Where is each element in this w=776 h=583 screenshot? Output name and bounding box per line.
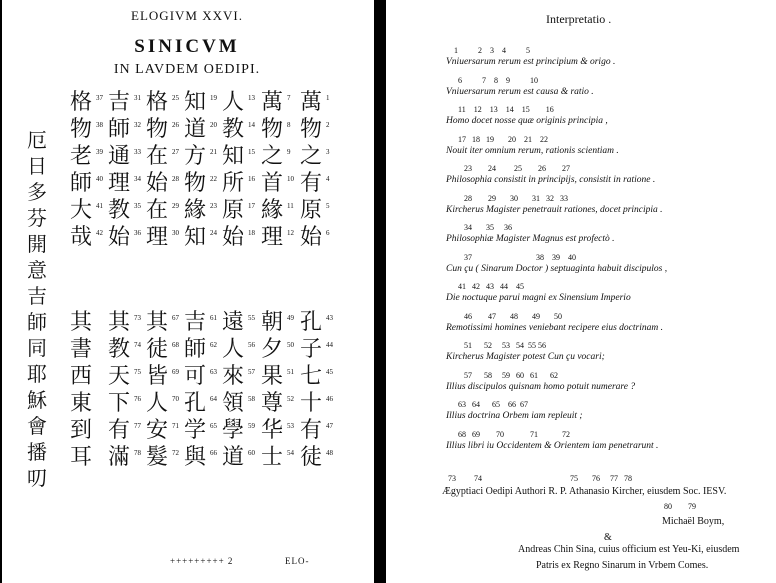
chinese-character: 吉: [27, 284, 47, 308]
verse-number: 6: [326, 229, 330, 237]
lower-column: [218, 312, 248, 474]
verse-number: 30: [172, 229, 179, 237]
latin-line: Illius discipulos quisnam homo potuit numerare ?: [446, 381, 636, 392]
chinese-character: 孔: [183, 391, 206, 416]
chinese-character: 其: [107, 310, 130, 335]
chinese-character: 原: [221, 198, 244, 223]
chinese-character: 在: [145, 144, 168, 169]
chinese-character: 叨: [27, 466, 47, 490]
verse-number: 23: [210, 202, 217, 210]
ampersand: &: [604, 532, 612, 543]
chinese-character: 知: [183, 90, 206, 115]
verse-number: 17: [248, 202, 255, 210]
verse-number: 15: [248, 148, 255, 156]
margin-column: [22, 130, 52, 494]
verse-number: 4: [326, 175, 330, 183]
word-numbers: 51 52 53 54 55 56: [454, 341, 546, 350]
chinese-character: 之: [299, 144, 322, 169]
chinese-character: 師: [69, 171, 92, 196]
catchword: ELO-: [285, 556, 310, 566]
chinese-character: 其: [69, 310, 92, 335]
chinese-character: 原: [299, 198, 322, 223]
verse-number: 14: [248, 121, 255, 129]
verse-number: 38: [96, 121, 103, 129]
latin-line: Illius doctrina Orbem iam repleuit ;: [446, 411, 583, 421]
chinese-character: 物: [299, 117, 322, 142]
chinese-character: 西: [69, 364, 92, 389]
chinese-character: 緣: [183, 198, 206, 223]
verse-number: 33: [134, 148, 141, 156]
latin-line: Vniuersarum rerum est principium & origo .: [446, 57, 616, 67]
chinese-character: 東: [69, 391, 92, 416]
upper-column: [180, 92, 210, 254]
chinese-character: 十: [299, 391, 322, 416]
chinese-character: 物: [69, 117, 92, 142]
verse-number: 13: [248, 94, 255, 102]
chinese-character: 道: [183, 117, 206, 142]
word-numbers: 1 2 3 4 5: [454, 46, 530, 55]
latin-line: Kircherus Magister potest Cun çu vocari;: [446, 352, 605, 362]
verse-number: 35: [134, 202, 141, 210]
verse-number: 37: [96, 94, 103, 102]
word-numbers: 41 42 43 44 45: [454, 282, 524, 291]
chinese-character: 物: [260, 117, 283, 142]
latin-line: Cun çu ( Sinarum Doctor ) septuaginta habuit discipulos ,: [446, 263, 668, 274]
chinese-character: 老: [69, 144, 92, 169]
verse-number: 29: [172, 202, 179, 210]
word-numbers: 17 18 19 20 21 22: [454, 134, 548, 144]
verse-number: 27: [172, 148, 179, 156]
chinese-character: 師: [183, 337, 206, 362]
chinese-character: 理: [260, 225, 283, 250]
verse-number: 76: [134, 395, 141, 403]
verse-number: 5: [326, 202, 330, 210]
verse-number: 71: [172, 422, 179, 430]
chinese-character: 夕: [260, 337, 283, 362]
chinese-character: 物: [183, 171, 206, 196]
chinese-character: 師: [107, 117, 130, 142]
chinese-character: 知: [183, 225, 206, 250]
verse-number: 12: [287, 229, 294, 237]
verse-number: 72: [172, 449, 179, 457]
chinese-character: 人: [221, 337, 244, 362]
chinese-character: 書: [69, 337, 92, 362]
verse-number: 68: [172, 341, 179, 349]
verse-number: 42: [96, 229, 103, 237]
verse-number: 8: [287, 121, 291, 129]
chinese-character: 穌: [27, 388, 47, 412]
verse-number: 40: [96, 175, 103, 183]
chinese-character: 吉: [107, 90, 130, 115]
chinese-character: 人: [221, 90, 244, 115]
andreas-line: Andreas Chin Sina, cuius officium est Yeu-Ki, eiusdem: [518, 544, 740, 555]
latin-line: Die noctuque parui magni ex Sinensium Imperio: [446, 293, 631, 303]
verse-number: 21: [210, 148, 217, 156]
chinese-character: 多: [27, 180, 47, 204]
verse-number: 44: [326, 341, 333, 349]
word-numbers: 23 24 25 26 27: [454, 164, 570, 173]
verse-number: 62: [210, 341, 217, 349]
chinese-character: 滿: [107, 445, 130, 470]
dedication-heading: IN LAVDEM OEDIPI.: [113, 62, 261, 77]
elogium-heading: ELOGIVM XXVI.: [131, 8, 243, 23]
latin-line: Nouit iter omnium rerum, rationis scientiam .: [446, 145, 619, 156]
latin-line: Homo docet nosse quæ originis principia ,: [446, 116, 608, 126]
verse-number: 50: [287, 341, 294, 349]
chinese-character: 萬: [299, 90, 322, 115]
left-page: [0, 0, 374, 583]
interpretatio-heading: Interpretatio .: [546, 12, 612, 26]
chinese-character: 朝: [260, 310, 283, 335]
chinese-character: 格: [69, 90, 92, 115]
word-numbers: 63 64 65 66 67: [454, 400, 528, 409]
verse-number: 7: [287, 94, 291, 102]
word-numbers: 46 47 48 49 50: [454, 311, 562, 321]
chinese-character: 來: [221, 364, 244, 389]
chinese-character: 皆: [145, 364, 168, 389]
verse-number: 46: [326, 395, 333, 403]
verse-number: 49: [287, 314, 294, 322]
verse-number: 22: [210, 175, 217, 183]
lower-column: [257, 312, 287, 474]
chinese-character: 天: [107, 364, 130, 389]
verse-number: 3: [326, 148, 330, 156]
left-edge: [0, 0, 2, 583]
verse-number: 54: [287, 449, 294, 457]
verse-number: 53: [287, 422, 294, 430]
verse-number: 31: [134, 94, 141, 102]
verse-number: 18: [248, 229, 255, 237]
verse-number: 69: [172, 368, 179, 376]
verse-number: 41: [96, 202, 103, 210]
word-numbers: 37 38 39 40: [454, 252, 576, 262]
chinese-character: 在: [145, 198, 168, 223]
chinese-character: 之: [260, 144, 283, 169]
lower-column: [142, 312, 172, 474]
chinese-character: 理: [145, 225, 168, 250]
chinese-character: 果: [260, 364, 283, 389]
latin-line: Kircherus Magister penetrauit rationes, docet principia .: [446, 204, 663, 215]
verse-number: 57: [248, 368, 255, 376]
dedication-line: Ægyptiaci Oedipi Authori R. P. Athanasio Kircher, eiusdem Soc. IESV.: [442, 486, 727, 497]
chinese-character: 同: [27, 336, 47, 360]
chinese-character: 士: [260, 445, 283, 470]
chinese-character: 髮: [145, 445, 168, 470]
latin-line: Philosophia consistit in principijs, consistit in ratione .: [446, 175, 656, 185]
verse-number: 26: [172, 121, 179, 129]
chinese-character: 芬: [27, 206, 47, 230]
word-numbers: 57 58 59 60 61 62: [454, 370, 558, 380]
chinese-character: 通: [107, 144, 130, 169]
verse-number: 65: [210, 422, 217, 430]
verse-number: 52: [287, 395, 294, 403]
verse-number: 39: [96, 148, 103, 156]
chinese-character: 有: [299, 171, 322, 196]
verse-number: 9: [287, 148, 291, 156]
verse-number: 32: [134, 121, 141, 129]
latin-line: Vniuersarum rerum est causa & ratio .: [446, 86, 594, 97]
chinese-character: 與: [183, 445, 206, 470]
chinese-character: 物: [145, 117, 168, 142]
chinese-character: 徒: [145, 337, 168, 362]
lower-column: [104, 312, 134, 474]
verse-number: 74: [134, 341, 141, 349]
dedication-numbers: 73 74 75 76 77 78: [448, 474, 632, 483]
chinese-character: 人: [145, 391, 168, 416]
chinese-character: 孔: [299, 310, 322, 335]
word-numbers: 34 35 36: [454, 223, 512, 232]
verse-number: 75: [134, 368, 141, 376]
upper-column: [142, 92, 172, 254]
verse-number: 1: [326, 94, 330, 102]
chinese-character: 始: [107, 225, 130, 250]
word-numbers: 11 12 13 14 15 16: [454, 105, 554, 114]
verse-number: 24: [210, 229, 217, 237]
chinese-character: 師: [27, 310, 47, 334]
book-gutter: [374, 0, 386, 583]
verse-number: 45: [326, 368, 333, 376]
chinese-character: 播: [27, 440, 47, 464]
chinese-character: 知: [221, 144, 244, 169]
chinese-character: 教: [107, 337, 130, 362]
footer-marks: +++++++++ 2: [170, 556, 234, 566]
verse-number: 56: [248, 341, 255, 349]
chinese-character: 学: [183, 418, 206, 443]
upper-column: [257, 92, 287, 254]
chinese-character: 日: [27, 154, 47, 178]
lower-column: [66, 312, 96, 474]
chinese-character: 吉: [183, 310, 206, 335]
chinese-character: 格: [145, 90, 168, 115]
chinese-character: 理: [107, 171, 130, 196]
verse-number: 77: [134, 422, 141, 430]
word-numbers: 68 69 70 71 72: [454, 429, 570, 439]
verse-number: 10: [287, 175, 294, 183]
chinese-character: 方: [183, 144, 206, 169]
chinese-character: 华: [260, 418, 283, 443]
chinese-character: 首: [260, 171, 283, 196]
chinese-character: 緣: [260, 198, 283, 223]
upper-column: [66, 92, 96, 254]
lower-column: [296, 312, 326, 474]
verse-number: 48: [326, 449, 333, 457]
verse-number: 55: [248, 314, 255, 322]
verse-number: 36: [134, 229, 141, 237]
sinicum-heading: SINICVM: [134, 36, 240, 57]
lower-column: [180, 312, 210, 474]
boym-numbers: 80 79: [664, 502, 696, 511]
patris-line: Patris ex Regno Sinarum in Vrbem Comes.: [536, 560, 709, 571]
verse-number: 64: [210, 395, 217, 403]
word-numbers: 28 29 30 31 32 33: [454, 193, 568, 203]
verse-number: 34: [134, 175, 141, 183]
word-numbers: 6 7 8 9 10: [454, 75, 538, 85]
chinese-character: 其: [145, 310, 168, 335]
verse-number: 63: [210, 368, 217, 376]
right-page: [386, 0, 776, 583]
chinese-character: 徒: [299, 445, 322, 470]
verse-number: 19: [210, 94, 217, 102]
chinese-character: 下: [107, 391, 130, 416]
chinese-character: 安: [145, 418, 168, 443]
chinese-character: 遠: [221, 310, 244, 335]
chinese-character: 教: [107, 198, 130, 223]
verse-number: 58: [248, 395, 255, 403]
latin-line: Remotissimi homines veniebant recipere eius doctrinam .: [446, 322, 663, 333]
verse-number: 73: [134, 314, 141, 322]
chinese-character: 耳: [69, 445, 92, 470]
chinese-character: 哉: [69, 225, 92, 250]
verse-number: 51: [287, 368, 294, 376]
chinese-character: 開: [27, 232, 47, 256]
verse-number: 66: [210, 449, 217, 457]
latin-line: Illius libri iu Occidentem & Orientem iam penetrarunt .: [446, 440, 659, 451]
chinese-character: 可: [183, 364, 206, 389]
chinese-character: 尊: [260, 391, 283, 416]
verse-number: 43: [326, 314, 333, 322]
chinese-character: 始: [299, 225, 322, 250]
chinese-character: 意: [27, 258, 47, 282]
verse-number: 20: [210, 121, 217, 129]
latin-line: Philosophiæ Magister Magnus est profectò .: [446, 234, 615, 244]
chinese-character: 始: [221, 225, 244, 250]
verse-number: 70: [172, 395, 179, 403]
upper-column: [104, 92, 134, 254]
chinese-character: 大: [69, 198, 92, 223]
chinese-character: 萬: [260, 90, 283, 115]
chinese-character: 所: [221, 171, 244, 196]
boym-name: Michaël Boym,: [662, 516, 725, 527]
verse-number: 59: [248, 422, 255, 430]
chinese-character: 到: [69, 418, 92, 443]
verse-number: 25: [172, 94, 179, 102]
chinese-character: 厄: [27, 128, 47, 152]
chinese-character: 學: [221, 418, 244, 443]
chinese-character: 教: [221, 117, 244, 142]
chinese-character: 會: [27, 414, 47, 438]
chinese-character: 有: [107, 418, 130, 443]
chinese-character: 子: [299, 337, 322, 362]
verse-number: 67: [172, 314, 179, 322]
upper-column: [218, 92, 248, 254]
chinese-character: 有: [299, 418, 322, 443]
verse-number: 16: [248, 175, 255, 183]
verse-number: 28: [172, 175, 179, 183]
verse-number: 78: [134, 449, 141, 457]
verse-number: 11: [287, 202, 294, 210]
chinese-character: 領: [221, 391, 244, 416]
chinese-character: 七: [299, 364, 322, 389]
verse-number: 47: [326, 422, 333, 430]
upper-column: [296, 92, 326, 254]
chinese-character: 耶: [27, 362, 47, 386]
verse-number: 2: [326, 121, 330, 129]
chinese-character: 道: [221, 445, 244, 470]
chinese-character: 始: [145, 171, 168, 196]
verse-number: 60: [248, 449, 255, 457]
verse-number: 61: [210, 314, 217, 322]
